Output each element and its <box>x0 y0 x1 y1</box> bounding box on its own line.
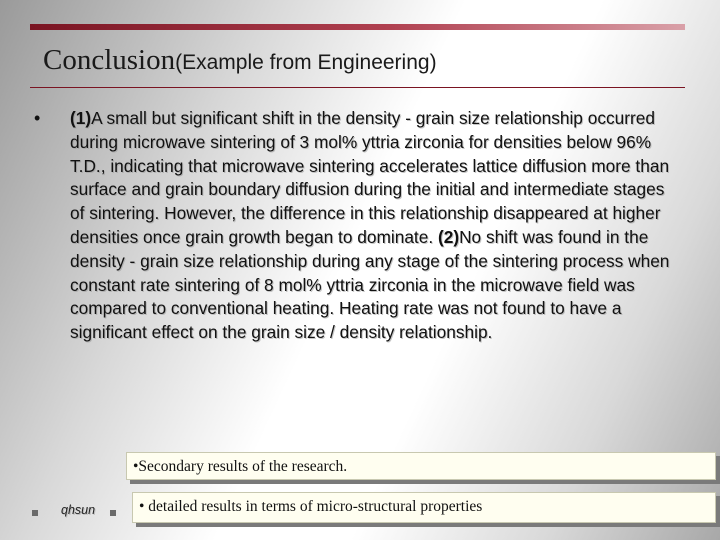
title-accent-bar <box>30 24 685 30</box>
point-label-2: (2) <box>437 226 460 247</box>
point-label-1: (1) <box>70 108 92 128</box>
point-text-1: A small but significant shift in the density - grain size relationship occurred during microwave sintering of 3 mol% yttria zirconia for densities below 96% T.D., indicating that microwave sintering accelerates lattice diffusion more than surface and grain boundary diffusion during the initial and intermediate stages of sintering. However, the difference in this relationship disappeared at higher densities once grain growth began to dominate. <box>70 108 670 247</box>
slide-title-main: Conclusion <box>43 44 176 76</box>
secondary-results-box <box>126 452 716 480</box>
slide-title-sub: (Example from Engineering) <box>175 51 437 74</box>
left-dot-marker <box>32 510 38 516</box>
right-dot-marker <box>110 510 116 516</box>
author-label: qhsun <box>61 503 96 517</box>
title-divider <box>30 87 685 88</box>
point-text-2: No shift was found in the density - grain size relationship during any stage of the sintering process when constant rate sintering of 8 mol% yttria zirconia in the microwave field was compared to conventional heating. Heating rate was not found to have a significant effect on the grain size / density relationship. <box>70 226 670 343</box>
detailed-results-text: • detailed results in terms of micro-structural properties <box>139 498 483 515</box>
detailed-results-box <box>132 492 716 523</box>
slide-title <box>43 44 437 77</box>
secondary-results-text: •Secondary results of the research. <box>133 458 348 475</box>
conclusion-paragraph <box>70 107 670 345</box>
bullet-marker: • <box>34 108 41 128</box>
